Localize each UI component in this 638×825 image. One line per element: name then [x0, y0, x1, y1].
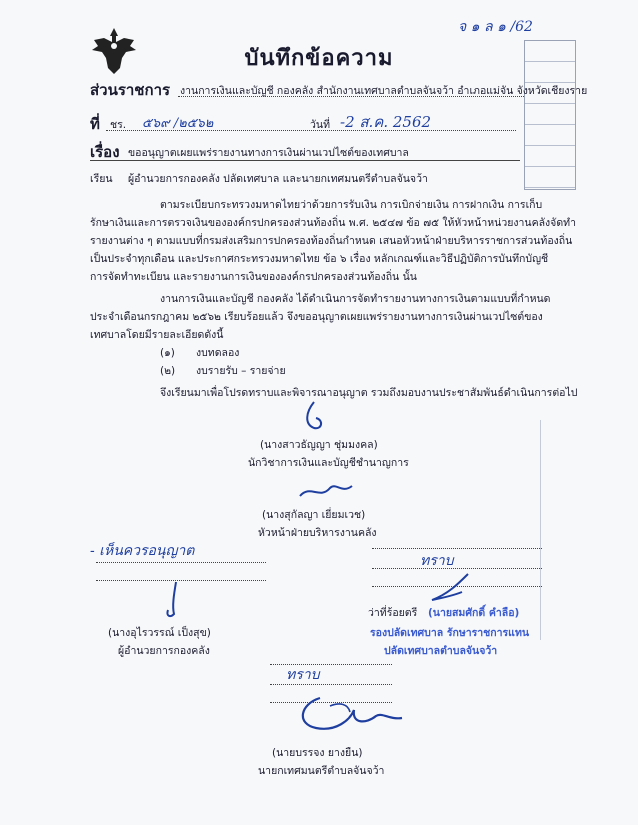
para1-line1: ตามระเบียบกระทรวงมหาดไทยว่าด้วยการรับเงิน การเบิกจ่ายเงิน การฝากเงิน การเก็บ: [160, 199, 543, 211]
item-text: งบทดลอง: [196, 347, 240, 359]
signer-3-position: ผู้อำนวยการกองคลัง: [118, 645, 210, 657]
signature-3-icon: [156, 580, 192, 624]
agency-value: งานการเงินและบัญชี กองคลัง สำนักงานเทศบาลตำบลจันจว้า อำเภอแม่จัน จังหวัดเชียงราย: [180, 85, 588, 97]
signature-5-icon: [290, 690, 410, 740]
subject-label: เรื่อง: [90, 143, 120, 161]
signer-4-prefix: ว่าที่ร้อยตรี: [368, 607, 418, 619]
para1-line4: เป็นประจำทุกเดือน และประกาศกระทรวงมหาดไทย ข้อ ๖ เรื่อง หลักเกณฑ์และวิธีปฏิบัติการบันทึกบัญชี: [90, 253, 549, 265]
date-value: -2 ส.ค. 2562: [340, 113, 432, 131]
director-note: - เห็นควรอนุญาต: [90, 543, 195, 559]
para2-line1: งานการเงินและบัญชี กองคลัง ได้ดำเนินการจัดทำรายงานทางการเงินตามแบบที่กำหนด: [160, 293, 551, 305]
side-stamp: [540, 420, 567, 640]
date-label: วันที่: [310, 119, 330, 131]
signature-4-icon: [418, 570, 478, 606]
to-value: ผู้อำนวยการกองคลัง ปลัดเทศบาล และนายกเทศมนตรีตำบลจันจว้า: [128, 173, 428, 185]
closing-line: จึงเรียนมาเพื่อโปรดทราบและพิจารณาอนุญาต รวมถึงมอบงานประชาสัมพันธ์ดำเนินการต่อไป: [160, 387, 578, 399]
signature-1-icon: [296, 398, 336, 438]
signer-1-name: (นางสาวธัญญา ชุ่มมงคล): [260, 439, 378, 451]
page-title: บันทึกข้อความ: [244, 46, 394, 71]
item-text: งบรายรับ – รายจ่าย: [196, 365, 286, 377]
signer-2-position: หัวหน้าฝ่ายบริหารงานคลัง: [258, 527, 377, 539]
para1-line5: การจัดทำทะเบียน และรายงานการเงินขององค์กรปกครองส่วนท้องถิ่น นั้น: [90, 271, 417, 283]
ref-label: ที่: [90, 115, 100, 133]
signer-4-position-2: ปลัดเทศบาลตำบลจันจว้า: [384, 645, 498, 657]
signature-2-icon: [296, 478, 356, 506]
signer-5-position: นายกเทศมนตรีตำบลจันจว้า: [258, 765, 385, 777]
para2-line3: เทศบาลโดยมีรายละเอียดดังนี้: [90, 329, 224, 341]
signer-4-position: รองปลัดเทศบาล รักษาราชการแทน: [370, 627, 530, 639]
mayor-note: ทราบ: [286, 667, 320, 683]
signer-5-name: (นายบรรจง ยางยืน): [272, 747, 363, 759]
ref-number: ๕๖๙ /๒๕๖๒: [142, 116, 214, 131]
ref-prefix: ชร.: [110, 119, 127, 131]
subject-value: ขออนุญาตเผยแพร่รายงานทางการเงินผ่านเวปไซต์ของเทศบาล: [128, 147, 409, 159]
to-label: เรียน: [90, 173, 113, 185]
item-number: (๒): [160, 365, 176, 377]
para1-line3: รายงานต่าง ๆ ตามแบบที่กรมส่งเสริมการปกครองท้องถิ่นกำหนด เสนอหัวหน้าฝ่ายบริหารราชการส่วนท้องถิ่น: [90, 235, 573, 247]
signer-2-name: (นางสุกัลญา เยี่ยมเวช): [262, 509, 366, 521]
deputy-note: ทราบ: [420, 553, 454, 569]
signer-3-name: (นางอุไรวรรณ์ เป็งสุข): [108, 627, 211, 639]
para1-line2: รักษาเงินและการตรวจเงินขององค์กรปกครองส่วนท้องถิ่น พ.ศ. ๒๕๔๗ ข้อ ๗๕ ให้หัวหน้าหน่วยงานคลังจัดทำ: [90, 217, 576, 229]
item-number: (๑): [160, 347, 175, 359]
signer-4-name: (นายสมศักดิ์ คำลือ): [428, 607, 520, 619]
corner-number: จ ๑ ล ๑ /62: [458, 19, 533, 35]
agency-label: ส่วนราชการ: [90, 81, 171, 99]
para2-line2: ประจำเดือนกรกฎาคม ๒๕๖๒ เรียบร้อยแล้ว จึงขออนุญาตเผยแพร่รายงานทางการเงินผ่านเวปไซต์ของ: [90, 311, 543, 323]
signer-1-position: นักวิชาการเงินและบัญชีชำนาญการ: [248, 457, 409, 469]
